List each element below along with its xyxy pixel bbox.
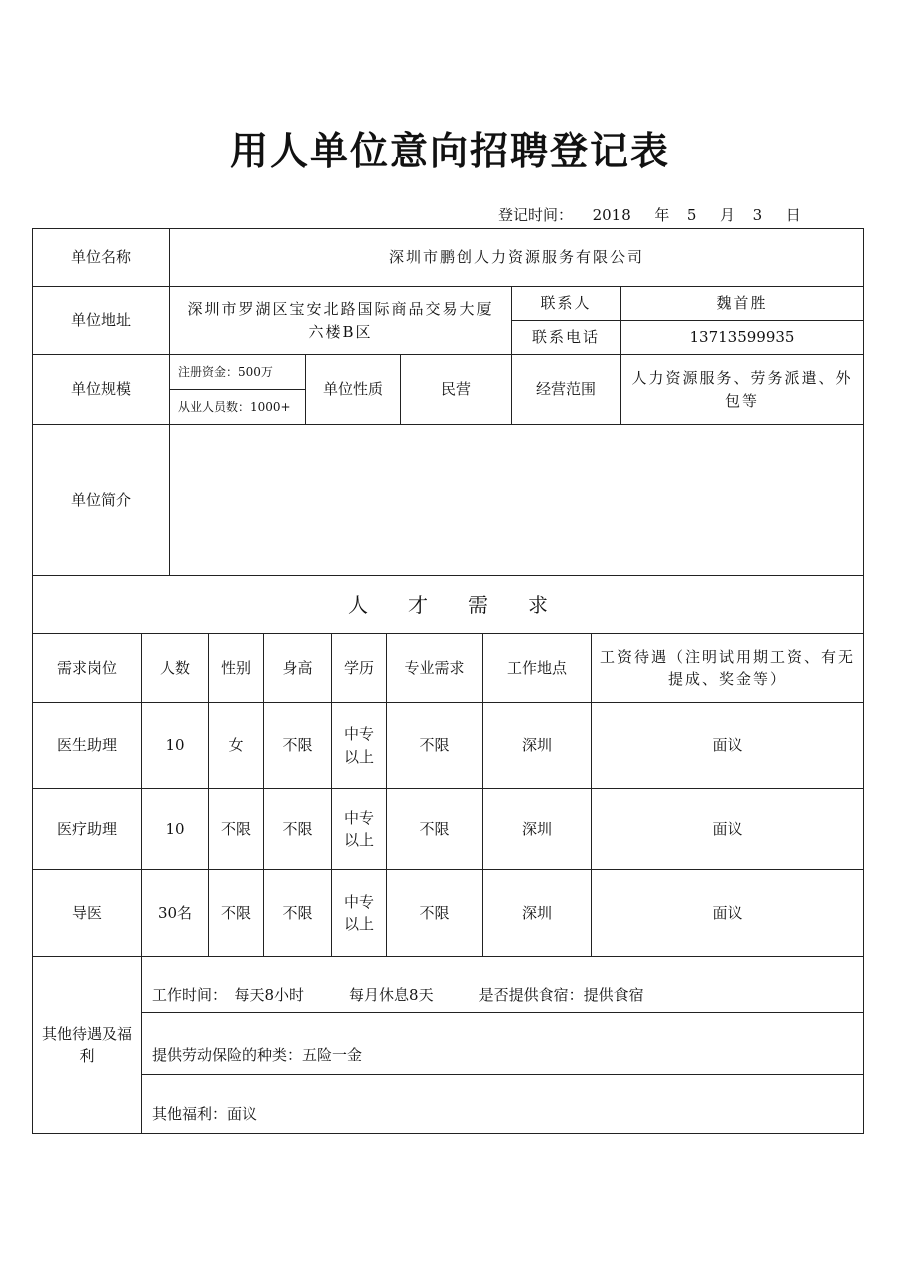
registration-date xyxy=(498,204,801,225)
header-major: 专业需求 xyxy=(386,633,483,703)
date-month: 5 xyxy=(686,206,697,224)
insurance-types: 提供劳动保险的种类：五险一金 xyxy=(141,1012,864,1075)
row1-major: 不限 xyxy=(386,702,483,789)
page-title: 用人单位意向招聘登记表 xyxy=(229,129,670,173)
row2-location: 深圳 xyxy=(482,788,592,870)
header-position: 需求岗位 xyxy=(32,633,142,703)
row3-count: 30名 xyxy=(141,869,209,957)
nature-label: 单位性质 xyxy=(305,354,401,425)
nature-value: 民营 xyxy=(400,354,512,425)
row1-height: 不限 xyxy=(263,702,332,789)
date-day-unit: 日 xyxy=(785,206,801,224)
scope-label: 经营范围 xyxy=(511,354,621,425)
date-day: 3 xyxy=(752,206,763,224)
row1-salary: 面议 xyxy=(591,702,864,789)
row2-gender: 不限 xyxy=(208,788,264,870)
company-name-label: 单位名称 xyxy=(32,228,170,287)
row2-position: 医疗助理 xyxy=(32,788,142,870)
scale-label: 单位规模 xyxy=(32,354,170,425)
row1-position: 医生助理 xyxy=(32,702,142,789)
row1-education: 中专以上 xyxy=(331,702,387,789)
date-year-unit: 年 xyxy=(654,206,670,224)
header-height: 身高 xyxy=(263,633,332,703)
header-count: 人数 xyxy=(141,633,209,703)
intro-label: 单位简介 xyxy=(32,424,170,576)
work-time: 工作时间： 每天8小时 每月休息8天 是否提供食宿：提供食宿 xyxy=(141,956,864,1013)
address-value: 深圳市罗湖区宝安北路国际商品交易大厦六楼B区 xyxy=(169,286,512,355)
registered-capital: 注册资金：500万 xyxy=(169,354,306,390)
row3-salary: 面议 xyxy=(591,869,864,957)
phone-label: 联系电话 xyxy=(511,320,621,355)
benefits-label: 其他待遇及福利 xyxy=(32,956,142,1134)
row3-gender: 不限 xyxy=(208,869,264,957)
contact-value: 魏首胜 xyxy=(620,286,864,321)
other-benefits: 其他福利：面议 xyxy=(141,1074,864,1134)
row1-count: 10 xyxy=(141,702,209,789)
row2-count: 10 xyxy=(141,788,209,870)
address-label: 单位地址 xyxy=(32,286,170,355)
row3-major: 不限 xyxy=(386,869,483,957)
company-name-value: 深圳市鹏创人力资源服务有限公司 xyxy=(169,228,864,287)
row3-location: 深圳 xyxy=(482,869,592,957)
date-year: 2018 xyxy=(592,206,631,224)
date-label: 登记时间： xyxy=(498,206,574,224)
row2-height: 不限 xyxy=(263,788,332,870)
demand-section-title: 人 才 需 求 xyxy=(32,575,864,634)
phone-value: 13713599935 xyxy=(620,320,864,355)
header-education: 学历 xyxy=(331,633,387,703)
header-location: 工作地点 xyxy=(482,633,592,703)
row2-major: 不限 xyxy=(386,788,483,870)
row2-salary: 面议 xyxy=(591,788,864,870)
row1-gender: 女 xyxy=(208,702,264,789)
row1-location: 深圳 xyxy=(482,702,592,789)
employee-count: 从业人员数：1000+ xyxy=(169,389,306,425)
header-salary: 工资待遇（注明试用期工资、有无提成、奖金等） xyxy=(591,633,864,703)
row2-education: 中专以上 xyxy=(331,788,387,870)
row3-position: 导医 xyxy=(32,869,142,957)
contact-label: 联系人 xyxy=(511,286,621,321)
row3-height: 不限 xyxy=(263,869,332,957)
header-gender: 性别 xyxy=(208,633,264,703)
row3-education: 中专以上 xyxy=(331,869,387,957)
intro-value xyxy=(169,424,864,576)
scope-value: 人力资源服务、劳务派遣、外包等 xyxy=(620,354,864,425)
date-month-unit: 月 xyxy=(720,206,736,224)
